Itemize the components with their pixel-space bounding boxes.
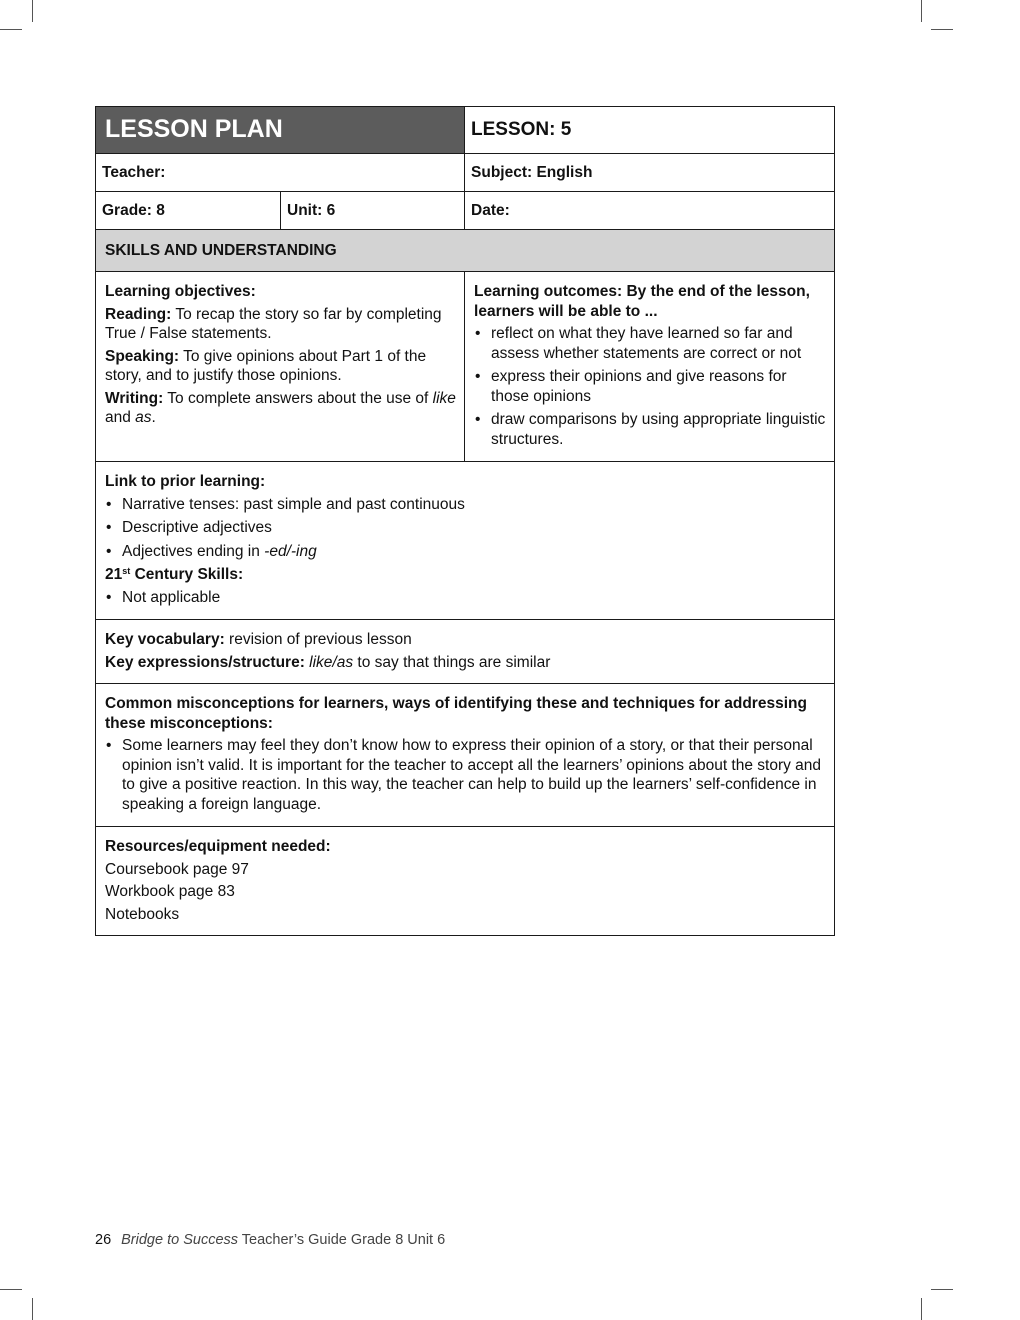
page-footer	[95, 1232, 445, 1248]
crop-mark	[931, 29, 953, 30]
objective-writing: Writing: To complete answers about the use of like and as.	[105, 389, 456, 426]
resources	[96, 827, 835, 936]
objectives-heading: Learning objectives:	[105, 283, 256, 300]
list-item: • reflect on what they have learned so far and assess whether statements are correct or not	[474, 324, 826, 363]
crop-mark	[921, 1298, 922, 1320]
skills-heading: SKILLS AND UNDERSTANDING	[96, 230, 835, 272]
key-vocabulary	[96, 620, 835, 684]
resource-item: Workbook page 83	[105, 883, 235, 900]
vocab-line: Key vocabulary: revision of previous lesson	[105, 631, 412, 648]
list-item: • draw comparisons by using appropriate linguistic structures.	[474, 410, 826, 449]
century-skills-heading: 21st Century Skills:	[105, 566, 244, 583]
unit-field: Unit: 6	[281, 192, 465, 230]
resource-item: Notebooks	[105, 905, 180, 923]
prior-list	[105, 495, 826, 562]
page-number: 26	[95, 1232, 112, 1248]
list-item: • Adjectives ending in -ed/-ing	[105, 542, 826, 562]
century-skills-list	[105, 588, 826, 608]
misconceptions-heading: Common misconceptions for learners, ways of identifying these and techniques for addressing these misconceptions:	[105, 695, 807, 732]
crop-mark	[931, 1289, 953, 1290]
crop-mark	[0, 29, 22, 30]
prior-heading: Link to prior learning:	[105, 473, 266, 490]
book-title: Bridge to Success	[121, 1232, 239, 1248]
list-item: • Some learners may feel they don’t know how to express their opinion of a story, or that their personal opinion isn’t valid. It is important for the teacher to accept all the learners’ opinions about the story and to give a positive reaction. In this way, the teacher can help to build up the learners’ self-confidence in speaking a foreign language.	[105, 736, 826, 814]
grade-field: Grade: 8	[96, 192, 281, 230]
learning-objectives	[96, 272, 465, 462]
list-item: • Narrative tenses: past simple and past continuous	[105, 495, 826, 515]
teacher-field: Teacher:	[96, 154, 465, 192]
lesson-number: LESSON: 5	[465, 107, 835, 154]
list-item: • Descriptive adjectives	[105, 518, 826, 538]
list-item: • Not applicable	[105, 588, 826, 608]
lesson-plan-title: LESSON PLAN	[96, 107, 465, 154]
crop-mark	[921, 0, 922, 22]
outcomes-list	[474, 324, 826, 449]
expressions-line: Key expressions/structure: like/as to say that things are similar	[105, 653, 551, 671]
learning-outcomes	[465, 272, 835, 462]
footer-text: Teacher’s Guide Grade 8 Unit 6	[238, 1232, 446, 1248]
prior-learning	[96, 462, 835, 620]
outcomes-heading: Learning outcomes: By the end of the lesson, learners will be able to ...	[474, 283, 810, 320]
objective-reading: Reading: To recap the story so far by completing True / False statements.	[105, 305, 442, 342]
crop-mark	[32, 1298, 33, 1320]
misconceptions-list	[105, 736, 826, 814]
resource-item: Coursebook page 97	[105, 860, 249, 878]
lesson-plan-table	[95, 106, 835, 936]
crop-mark	[32, 0, 33, 22]
resources-heading: Resources/equipment needed:	[105, 838, 331, 855]
date-field: Date:	[465, 192, 835, 230]
subject-field: Subject: English	[465, 154, 835, 192]
crop-mark	[0, 1289, 22, 1290]
misconceptions	[96, 684, 835, 827]
list-item: • express their opinions and give reasons for those opinions	[474, 367, 826, 406]
objective-speaking: Speaking: To give opinions about Part 1 of the story, and to justify those opinions.	[105, 347, 427, 384]
